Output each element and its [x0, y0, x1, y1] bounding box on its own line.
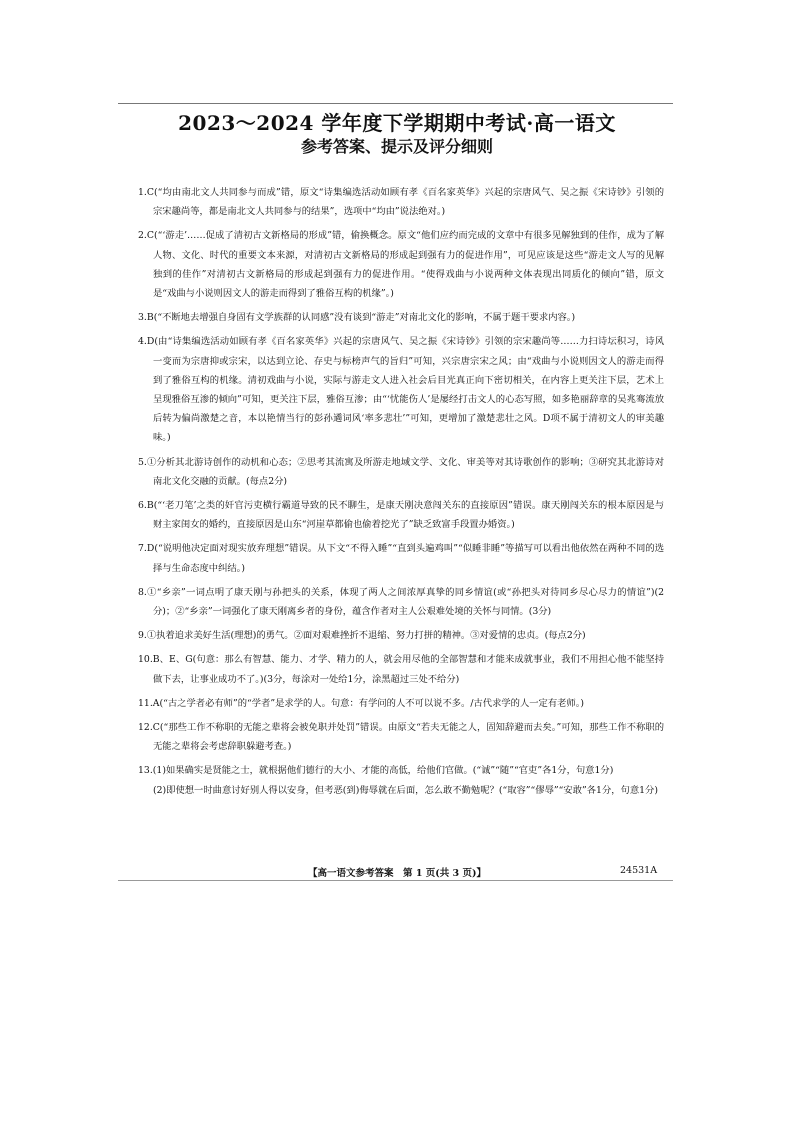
answer-item-13: 13.(1)如果确实是贤能之士，就根据他们德行的大小、才能的高低，给他们官做。(“诚”“随”“官吏”各1分，句意1分)	[138, 765, 614, 777]
answer-item-13-part-2: (2)即使想一时曲意讨好别人得以安身，但考恶(到)侮辱就在后面，怎么敢不勤勉呢？(“取容”“僇辱”“安敢”各1分，句意1分)	[153, 784, 658, 796]
answer-item-5: 5.①分析其北游诗创作的动机和心态；②思考其流寓及所游走地域文学、文化、审美等对其诗歌创作的影响；③研究其北游诗对南北文化交融的贡献。(每点2分)	[138, 456, 664, 487]
answer-item-7: 7.D(“说明他决定面对现实放弃理想”错误。从下文“不得入睡”“直到头遍鸡叫”“似睡非睡”等描写可以看出他依然在两种不同的选择与生命态度中纠结。)	[138, 543, 664, 574]
bottom-rule	[118, 880, 673, 881]
answer-item-2: 2.C(“‘游走’……促成了清初古文新格局的形成”错，偷换概念。原文“他们应约而完成的文章中有很多见解独到的佳作，成为了解人物、文化、时代的重要文本来源，对清初古文新格局的形成起到强有力的促进作用”，可见应该是这些“游走文人写的见解独到的佳作”对清初古文新格局的形成起到强有力的促进作用。“使得戏曲与小说两种文体表现出同质化的倾向”错，原文是“戏曲与小说则因文人的游走而得到了雅俗互构的机缘”。)	[138, 230, 664, 300]
top-rule	[118, 103, 673, 104]
answer-item-12: 12.C(“那些工作不称职的无能之辈将会被免职并处罚”错误。由原文“若夫无能之人，固知辞避而去矣。”可知，那些工作不称职的无能之辈将会考虑辞职躲避考查。)	[138, 722, 664, 753]
page-subtitle: 参考答案、提示及评分细则	[300, 137, 493, 156]
answer-item-11: 11.A(“古之学者必有师”的“学者”是求学的人。句意：有学问的人不可以说不多。/古代求学的人一定有老师。)	[138, 697, 585, 709]
answer-item-4: 4.D(由“诗集编选活动如顾有孝《百名家英华》兴起的宗唐风气、吴之振《宋诗钞》引领的宗宋趣尚等……力扫诗坛积习，诗风一变而为宗唐抑或宗宋，以达到立论、存史与标榜声气的旨归”可知，兴宗唐宗宋之风；由“戏曲与小说则因文人的游走而得到了雅俗互构的机缘。清初戏曲与小说，实际与游走文人进入社会后目光真正向下密切相关，在内容上更关注下层，艺术上呈现雅俗互渗的倾向”可知，更关注下层，雅俗互渗；由“‘忧能伤人’是屡经打击文人的心态写照，如多艳丽辞章的吴兆骞流放后转为偏尚激楚之音，本以艳情当行的彭孙遹词风‘率多悲壮’”可知，更增加了激楚悲壮之风。D项不属于清初文人的审美趣味。)	[138, 336, 664, 444]
page-title: 2023～2024 学年度下学期期中考试·高一语文	[178, 111, 616, 135]
footer-page-label: 【高一语文参考答案 第 1 页(共 3 页)】	[308, 868, 486, 879]
answer-item-3: 3.B(“不断地去增强自身固有文学族群的认同感”没有谈到“游走”对南北文化的影响，不属于题干要求内容。)	[138, 312, 576, 324]
answer-item-10: 10.B、E、G(句意：那么有智慧、能力、才学、精力的人，就会用尽他的全部智慧和才能来成就事业，我们不用担心他不能坚持做下去，让事业成功不了。)(3分，每涂对一处给1分，涂黑超过三处不给分)	[138, 654, 664, 685]
answer-list	[138, 183, 664, 800]
answer-item-9: 9.①执着追求美好生活(理想)的勇气。②面对艰难挫折不退缩、努力打拼的精神。③对爱情的忠贞。(每点2分)	[138, 630, 586, 642]
footer-doc-code: 24531A	[620, 865, 658, 876]
answer-item-6: 6.B(“‘老刀笔’之类的奸官污吏横行霸道导致的民不聊生，是康天刚决意闯关东的直接原因”错误。康天刚闯关东的根本原因是与财主家闺女的婚约，直接原因是山东“河崖草都偷也偷着挖光了”缺乏致富手段置办婚资。)	[138, 500, 664, 531]
answer-item-8: 8.①“乡亲”一词点明了康天刚与孙把头的关系，体现了两人之间浓厚真挚的同乡情谊(或“孙把头对待同乡尽心尽力的情谊”)(2分)；②“乡亲”一词强化了康天刚离乡者的身份，蕴含作者对主人公艰难处境的关怀与同情。(3分)	[138, 586, 664, 618]
answer-item-1: 1.C(“均由南北文人共同参与而成”错，原文“诗集编选活动如顾有孝《百名家英华》兴起的宗唐风气、吴之振《宋诗钞》引领的宗宋趣尚等，都是南北文人共同参与的结果”，选项中“均由”说法绝对。)	[138, 187, 664, 218]
